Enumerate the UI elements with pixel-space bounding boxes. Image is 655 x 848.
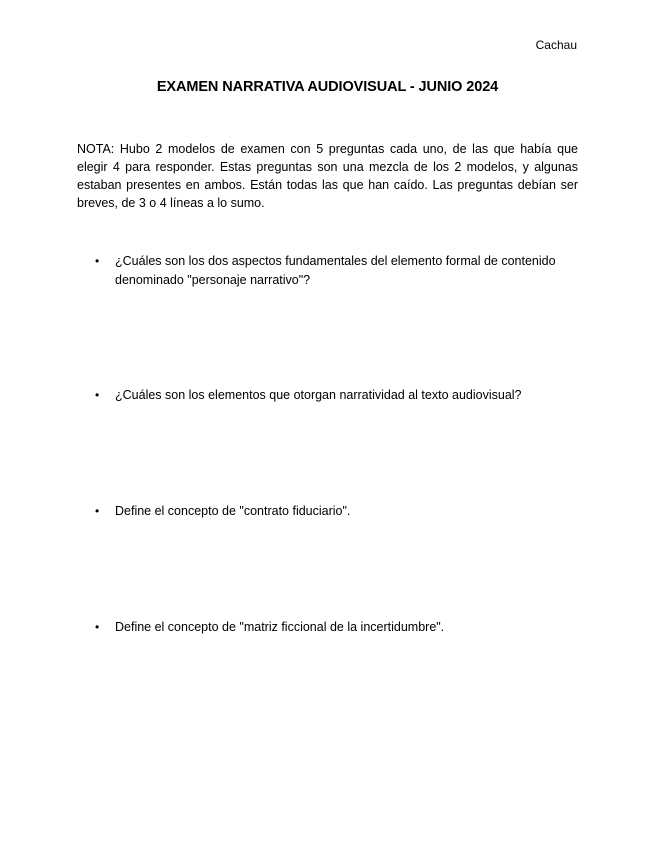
exam-title: EXAMEN NARRATIVA AUDIOVISUAL - JUNIO 2024 [156,79,499,95]
bullet-icon: • [95,504,100,518]
question-item [95,386,575,405]
author-name: Cachau [535,38,577,52]
question-item [95,252,575,290]
question-text: ¿Cuáles son los elementos que otorgan narratividad al texto audiovisual? [115,388,522,402]
question-text: ¿Cuáles son los dos aspectos fundamentales del elemento formal de contenido denominado "personaje narrativo"? [115,254,556,287]
question-text: Define el concepto de "contrato fiduciario". [115,504,351,518]
bullet-icon: • [95,388,100,402]
bullet-icon: • [95,620,100,634]
question-item [95,502,575,521]
exam-note: NOTA: Hubo 2 modelos de examen con 5 preguntas cada uno, de las que había que elegir 4 para responder. Estas preguntas son una mezcla de los 2 modelos, y algunas estaban presentes en ambos. Están todas las que han caído. Las preguntas debían ser breves, de 3 o 4 líneas a lo sumo. [77,142,578,210]
bullet-icon: • [95,254,100,268]
question-item [95,618,575,637]
question-text: Define el concepto de "matriz ficcional de la incertidumbre". [115,620,445,634]
